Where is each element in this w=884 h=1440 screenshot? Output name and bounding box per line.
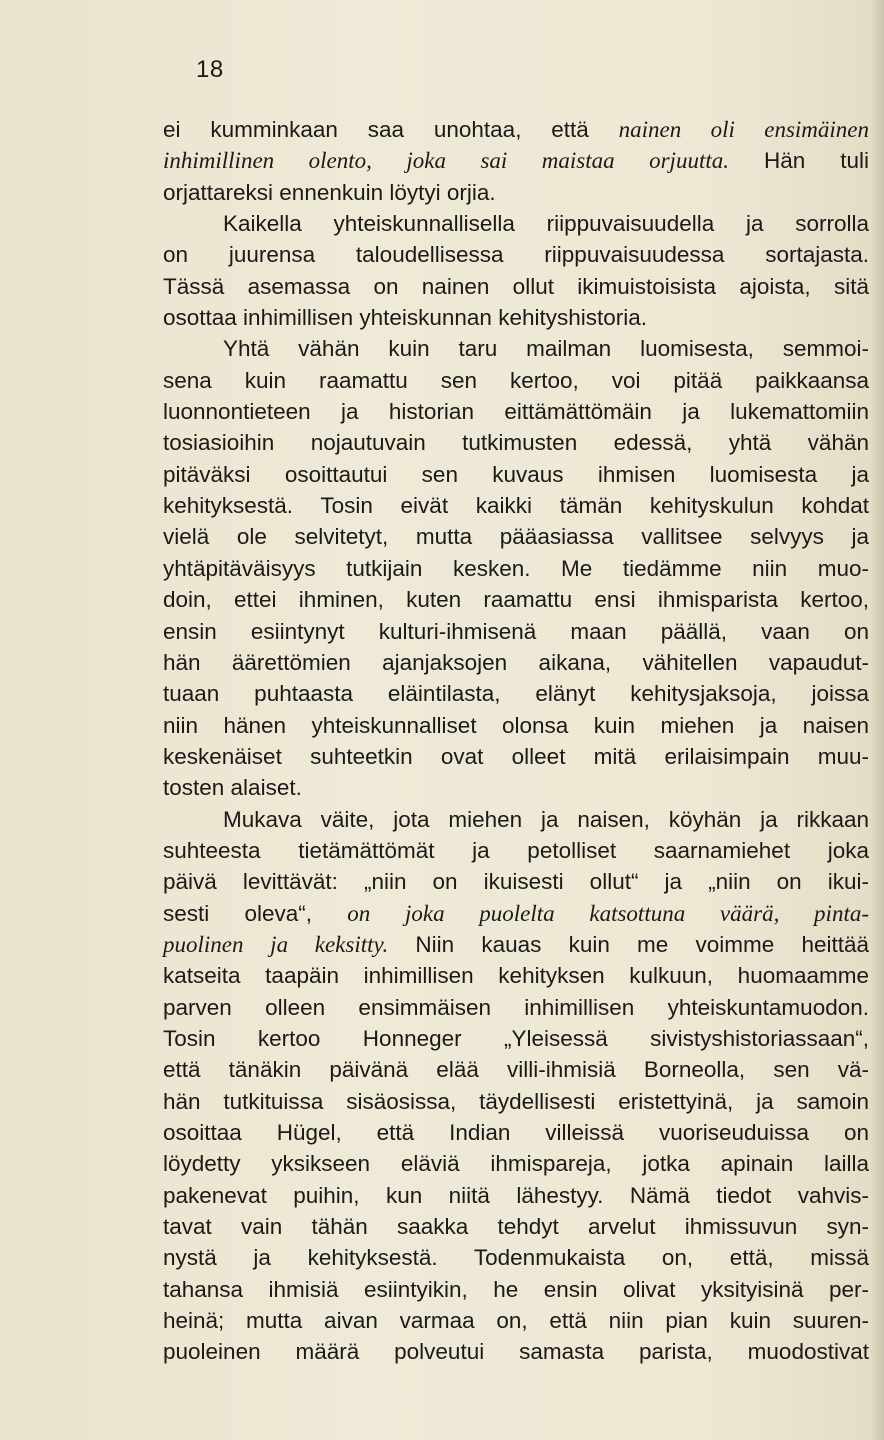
text-line [163, 992, 869, 1023]
text-run: parven olleen ensimmäisen inhimillisen yhteiskuntamuodon. [163, 994, 869, 1020]
text-run: pitäväksi osoittautui sen kuvaus ihmisen luomisesta ja [163, 461, 869, 487]
text-run: suhteesta tietämättömät ja petolliset saarnamiehet joka [163, 837, 869, 863]
text-run: vielä ole selvitetyt, mutta pääasiassa vallitsee selvyys ja [163, 524, 869, 550]
text-run: puoleinen määrä polveutui samasta parista, muodostivat [163, 1339, 869, 1365]
text-line [163, 616, 869, 647]
text-run: tuaan puhtaasta eläintilasta, elänyt kehitysjaksoja, joissa [163, 681, 869, 707]
text-line [163, 553, 869, 584]
text-line [163, 866, 869, 897]
text-line [163, 427, 869, 458]
text-line [163, 1023, 869, 1054]
text-run: on juurensa taloudellisessa riippuvaisuudessa sortajasta. [163, 242, 869, 268]
text-line [163, 647, 869, 678]
text-line [163, 490, 869, 521]
italic-text-run: puolinen ja keksitty. [163, 931, 389, 957]
text-run: tosten alaiset. [163, 775, 302, 801]
text-line [163, 333, 869, 364]
text-run: löydetty yksikseen eläviä ihmispareja, jotka apinain lailla [163, 1151, 869, 1177]
text-run: päivä levittävät: „niin on ikuisesti ollut“ ja „niin on ikui- [163, 869, 869, 895]
text-line [163, 929, 869, 960]
text-line [163, 1274, 869, 1305]
text-line [163, 1180, 869, 1211]
text-line [163, 1117, 869, 1148]
text-line [163, 459, 869, 490]
text-line [163, 741, 869, 772]
text-line [163, 145, 869, 176]
text-run: doin, ettei ihminen, kuten raamattu ensi ihmisparista kertoo, [163, 587, 869, 613]
italic-text-run: nainen oli ensimäinen [618, 117, 869, 142]
text-run: luonnontieteen ja historian eittämättömäin ja lukemattomiin [163, 399, 869, 425]
text-line [163, 396, 869, 427]
text-run: Kaikella yhteiskunnallisella riippuvaisuudella ja sorrolla [223, 211, 869, 237]
text-line [163, 960, 869, 991]
text-run: ei kumminkaan saa unohtaa, että [163, 117, 619, 142]
text-run: kehityksestä. Tosin eivät kaikki tämän kehityskulun kohdat [163, 493, 869, 519]
text-line [163, 678, 869, 709]
text-line [163, 1336, 869, 1367]
text-line [163, 898, 869, 929]
text-run: Mukava väite, jota miehen ja naisen, köyhän ja rikkaan [223, 806, 869, 832]
text-line [163, 835, 869, 866]
text-line [163, 114, 869, 145]
italic-text-run: inhimillinen olento, joka sai maistaa orjuutta. [163, 148, 729, 174]
text-line [163, 584, 869, 615]
text-run: ensin esiintynyt kulturi-ihmisenä maan päällä, vaan on [163, 618, 869, 644]
text-run: että tänäkin päivänä elää villi-ihmisiä Borneolla, sen vä- [163, 1057, 869, 1083]
text-run: nystä ja kehityksestä. Todenmukaista on, että, missä [163, 1245, 869, 1271]
text-run: Niin kauas kuin me voimme heittää [388, 931, 869, 957]
text-line [163, 1148, 869, 1179]
text-line [163, 271, 869, 302]
text-line [163, 1305, 869, 1336]
text-run: yhtäpitäväisyys tutkijain kesken. Me tiedämme niin muo- [163, 555, 869, 581]
text-line [163, 710, 869, 741]
text-line [163, 1242, 869, 1273]
text-run: tahansa ihmisiä esiintyikin, he ensin olivat yksityisinä per- [163, 1276, 869, 1302]
page-edge-shadow [870, 0, 884, 1440]
text-line [163, 177, 869, 208]
body-text [163, 114, 869, 1368]
text-run: osoittaa Hügel, että Indian villeissä vuoriseuduissa on [163, 1120, 869, 1145]
text-line [163, 1211, 869, 1242]
text-run: tavat vain tähän saakka tehdyt arvelut ihmissuvun syn- [163, 1214, 869, 1240]
text-line [163, 302, 869, 333]
text-line [163, 804, 869, 835]
text-run: Yhtä vähän kuin taru mailman luomisesta, semmoi- [223, 336, 869, 362]
text-line [163, 208, 869, 239]
text-run: hän äärettömien ajanjaksojen aikana, vähitellen vapaudut- [163, 649, 869, 675]
text-run: niin hänen yhteiskunnalliset olonsa kuin miehen ja naisen [163, 712, 869, 738]
text-run: keskenäiset suhteetkin ovat olleet mitä erilaisimpain muu- [163, 743, 869, 769]
text-run: heinä; mutta aivan varmaa on, että niin pian kuin suuren- [163, 1308, 869, 1334]
text-run: Tässä asemassa on nainen ollut ikimuistoisista ajoista, sitä [163, 273, 869, 299]
text-run: katseita taapäin inhimillisen kehityksen kulkuun, huomaamme [163, 963, 869, 989]
italic-text-run: on joka puolelta katsottuna väärä, pinta- [347, 900, 869, 926]
text-run: osottaa inhimillisen yhteiskunnan kehityshistoria. [163, 305, 648, 331]
text-run: sena kuin raamattu sen kertoo, voi pitää paikkaansa [163, 367, 869, 393]
text-run: sesti oleva“, [163, 900, 348, 926]
text-run: orjattareksi ennenkuin löytyi orjia. [163, 179, 496, 205]
text-run: Tosin kertoo Honneger „Yleisessä sivistyshistoriassaan“, [163, 1025, 869, 1051]
text-line [163, 521, 869, 552]
text-line [163, 239, 869, 270]
page-number: 18 [196, 56, 224, 83]
text-line [163, 365, 869, 396]
text-line [163, 1054, 869, 1085]
text-run: pakenevat puihin, kun niitä lähestyy. Nämä tiedot vahvis- [163, 1182, 869, 1208]
text-run: hän tutkituissa sisäosissa, täydellisesti eristettyinä, ja samoin [163, 1088, 869, 1114]
text-line [163, 1086, 869, 1117]
text-run: Hän tuli [728, 148, 869, 174]
text-line [163, 772, 869, 803]
text-run: tosiasioihin nojautuvain tutkimusten edessä, yhtä vähän [163, 430, 869, 456]
